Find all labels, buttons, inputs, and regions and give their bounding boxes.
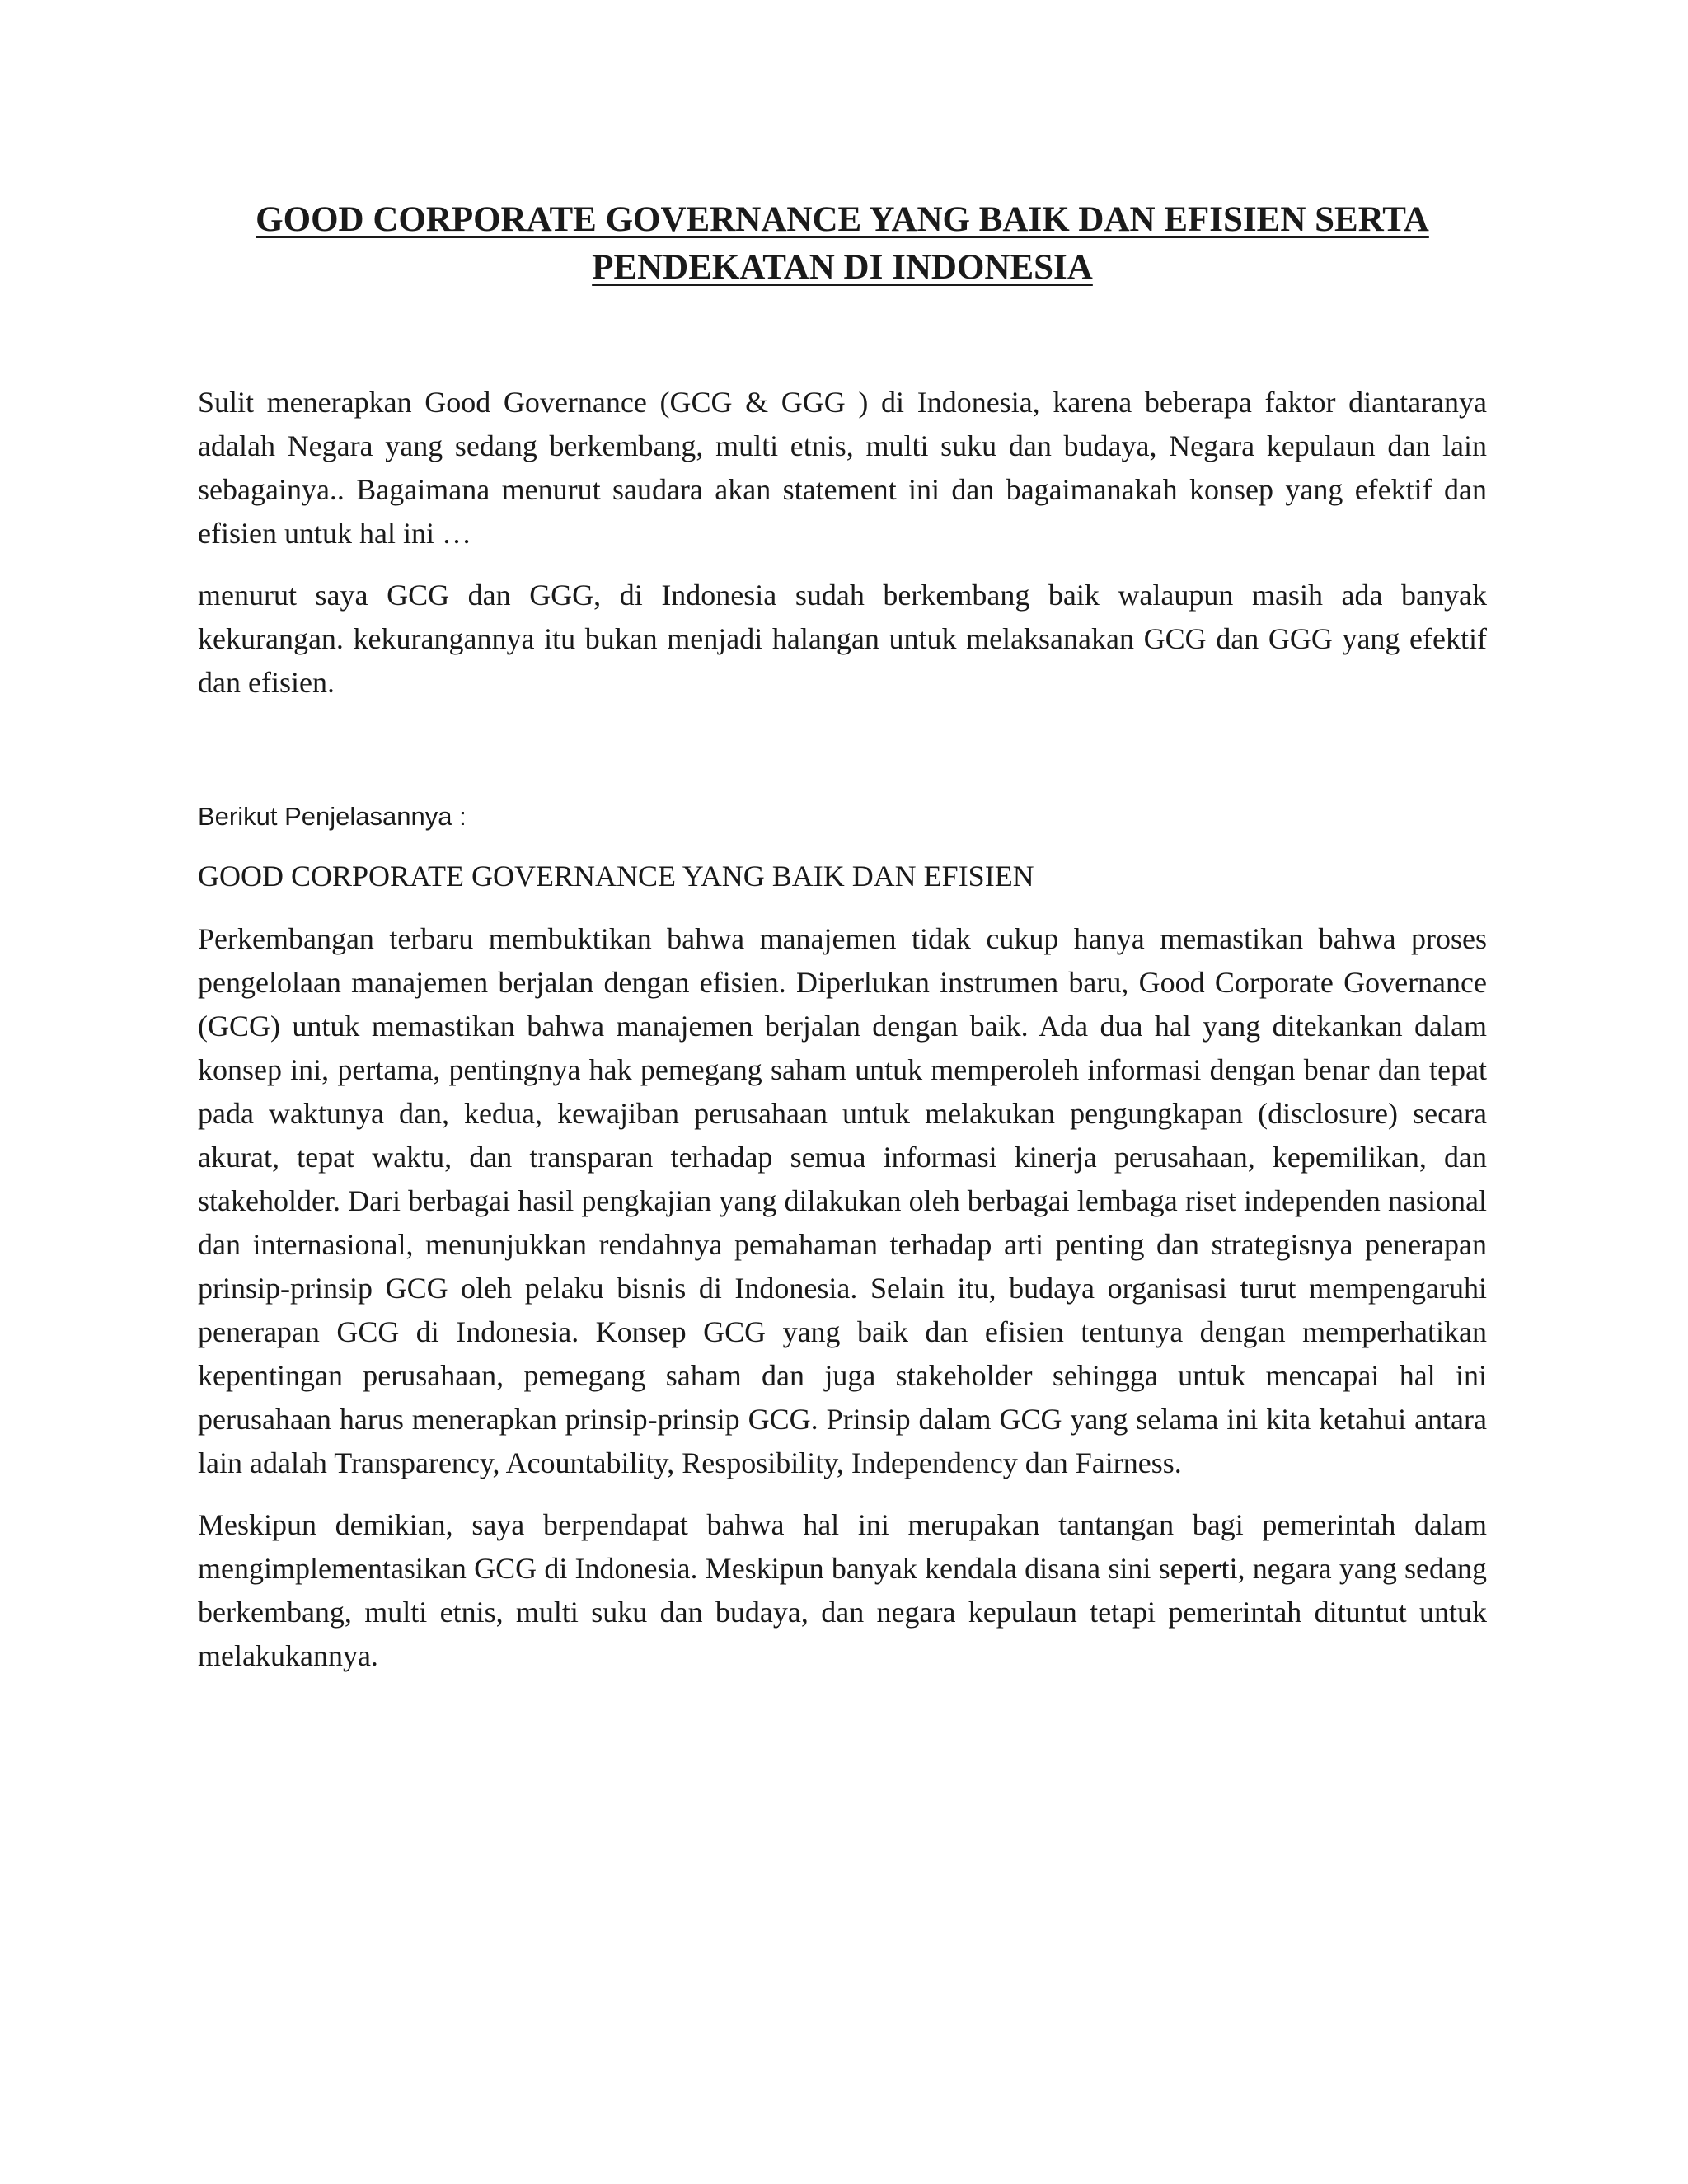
explanation-label: Berikut Penjelasannya : bbox=[198, 802, 467, 831]
body-paragraph: Perkembangan terbaru membuktikan bahwa manajemen tidak cukup hanya memastikan bahwa proses pengelolaan manajemen berjalan dengan efisien. Diperlukan instrumen baru, Good Corporate Governance (GCG) untuk memastikan bahwa manajemen berjalan dengan baik. Ada dua hal yang ditekankan dalam konsep ini, pertama, pentingnya hak pemegang saham untuk memperoleh informasi dengan benar dan tepat pada waktunya dan, kedua, kewajiban perusahaan untuk melakukan pengungkapan (disclosure) secara akurat, tepat waktu, dan transparan terhadap semua informasi kinerja perusahaan, kepemilikan, dan stakeholder. Dari berbagai hasil pengkajian yang dilakukan oleh berbagai lembaga riset independen nasional dan internasional, menunjukkan rendahnya pemahaman terhadap arti penting dan strategisnya penerapan prinsip-prinsip GCG oleh pelaku bisnis di Indonesia. Selain itu, budaya organisasi turut mempengaruhi penerapan GCG di Indonesia. Konsep GCG yang baik dan efisien tentunya dengan memperhatikan kepentingan perusahaan, pemegang saham dan juga stakeholder sehingga untuk mencapai hal ini perusahaan harus menerapkan prinsip-prinsip GCG. Prinsip dalam GCG yang selama ini kita ketahui antara lain adalah Transparency, Acountability, Resposibility, Independency dan Fairness. bbox=[198, 922, 1487, 1479]
title-line-1: GOOD CORPORATE GOVERNANCE YANG BAIK DAN EFISIEN SERTA bbox=[256, 200, 1429, 239]
question-paragraph: Sulit menerapkan Good Governance (GCG & GGG ) di Indonesia, karena beberapa faktor diantaranya adalah Negara yang sedang berkembang, multi etnis, multi suku dan budaya, Negara kepulaun dan lain sebagainya.. Bagaimana menurut saudara akan statement ini dan bagaimanakah konsep yang efektif dan efisien untuk hal ini … bbox=[198, 386, 1487, 550]
document-page bbox=[198, 196, 1487, 1678]
document-title bbox=[198, 196, 1487, 292]
title-line-2: PENDEKATAN DI INDONESIA bbox=[592, 248, 1093, 287]
section-heading: GOOD CORPORATE GOVERNANCE YANG BAIK DAN EFISIEN bbox=[198, 860, 1034, 893]
closing-paragraph: Meskipun demikian, saya berpendapat bahwa hal ini merupakan tantangan bagi pemerintah dalam mengimplementasikan GCG di Indonesia. Meskipun banyak kendala disana sini seperti, negara yang sedang berkembang, multi etnis, multi suku dan budaya, dan negara kepulaun tetapi pemerintah dituntut untuk melakukannya. bbox=[198, 1508, 1487, 1672]
answer-intro-paragraph: menurut saya GCG dan GGG, di Indonesia sudah berkembang baik walaupun masih ada banyak kekurangan. kekurangannya itu bukan menjadi halangan untuk melaksanakan GCG dan GGG yang efektif dan efisien. bbox=[198, 579, 1487, 699]
